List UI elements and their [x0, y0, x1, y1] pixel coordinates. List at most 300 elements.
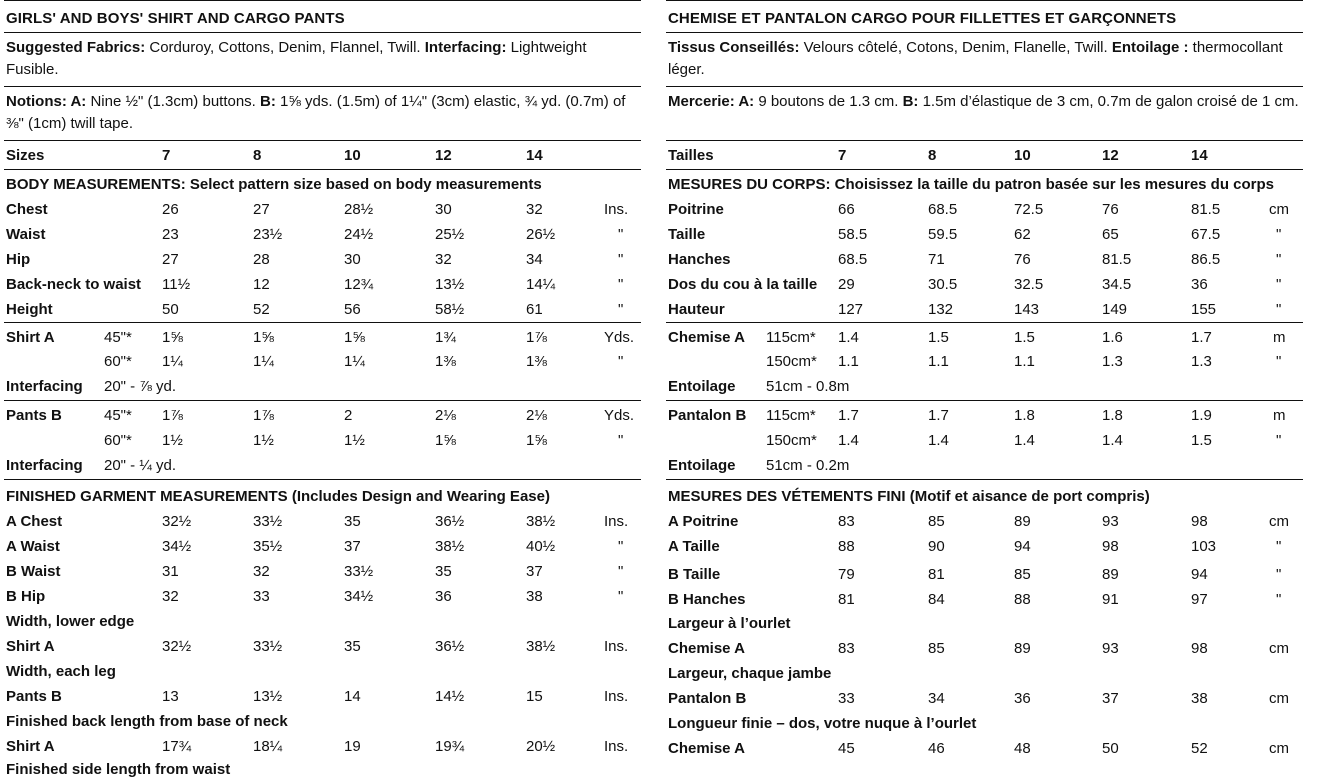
value-cell: 61	[526, 301, 543, 318]
value-cell: 1.4	[1014, 432, 1035, 449]
value-cell: 1⅝	[526, 432, 547, 449]
value-cell: 46	[928, 740, 945, 757]
value-cell: 1¼	[162, 353, 183, 370]
notions-block	[668, 91, 1301, 113]
value-cell: 33	[838, 690, 855, 707]
notions-a-text: 9 boutons de 1.3 cm.	[754, 93, 903, 110]
finished-measurements-heading: FINISHED GARMENT MEASUREMENTS (Includes Design and Wearing Ease)	[6, 488, 550, 505]
width-each-leg-heading: Largeur, chaque jambe	[668, 665, 832, 682]
row-label: A Taille	[668, 538, 720, 555]
table-row	[4, 634, 641, 659]
section-heading	[4, 172, 641, 197]
size-cell: 14	[526, 147, 543, 164]
value-cell: 27	[253, 201, 270, 218]
value-cell: 98	[1191, 513, 1208, 530]
value-cell: 93	[1102, 513, 1119, 530]
french-column	[666, 0, 1303, 768]
sizes-row	[666, 143, 1303, 168]
value-cell: 12	[253, 276, 270, 293]
value-cell: 1.4	[1102, 432, 1123, 449]
width-each-leg-heading: Width, each leg	[6, 663, 116, 680]
value-cell: 76	[1014, 251, 1031, 268]
value-cell: 36	[1014, 690, 1031, 707]
value-cell: 30	[435, 201, 452, 218]
value-cell: 89	[1014, 513, 1031, 530]
value-cell: 65	[1102, 226, 1119, 243]
value-cell: 62	[1014, 226, 1031, 243]
value-cell: 30.5	[928, 276, 958, 293]
value-cell: 50	[1102, 740, 1119, 757]
table-row	[4, 325, 641, 350]
notions-b-label: B:	[260, 93, 276, 110]
value-cell: 31	[162, 563, 179, 580]
unit-cell: "	[618, 588, 624, 605]
value-cell: 68.5	[838, 251, 868, 268]
unit-cell: "	[618, 301, 624, 318]
value-cell: 1½	[162, 432, 183, 449]
value-cell: 15	[526, 688, 543, 705]
value-cell: 58½	[435, 301, 465, 318]
row-label: Pants B	[6, 688, 62, 705]
value-cell: 20" - ¼ yd.	[104, 457, 177, 474]
table-row	[4, 222, 641, 247]
english-column	[4, 0, 641, 778]
table-row	[666, 453, 1303, 478]
body-measurements-heading: MESURES DU CORPS: Choisissez la taille du patron basée sur les mesures du corps	[668, 176, 1275, 193]
value-cell: 28	[253, 251, 270, 268]
unit-cell: cm	[1269, 640, 1289, 657]
value-cell: 37	[344, 538, 361, 555]
value-cell: 85	[928, 640, 945, 657]
value-cell: 14½	[435, 688, 465, 705]
value-cell: 13	[162, 688, 179, 705]
value-cell: 1.1	[928, 353, 949, 370]
table-row	[666, 428, 1303, 453]
unit-cell: "	[1276, 566, 1282, 583]
value-cell: 1⅞	[253, 407, 274, 424]
value-cell: 58.5	[838, 226, 868, 243]
value-cell: 155	[1191, 301, 1217, 318]
fabric-width-cell: 150cm*	[766, 432, 817, 449]
value-cell: 19	[344, 738, 361, 755]
value-cell: 1½	[253, 432, 274, 449]
width-lower-edge-heading: Width, lower edge	[6, 613, 135, 630]
table-row	[666, 272, 1303, 297]
size-cell: 8	[253, 147, 262, 164]
value-cell: 13½	[253, 688, 283, 705]
notions-b-text: 1.5m d’élastique de 3 cm, 0.7m de galon croisé de 1 cm.	[918, 93, 1299, 110]
fabrics-text: Corduroy, Cottons, Denim, Flannel, Twill.	[145, 39, 425, 56]
value-cell: 34.5	[1102, 276, 1132, 293]
top-rule	[4, 0, 641, 3]
table-row	[666, 247, 1303, 272]
value-cell: 67.5	[1191, 226, 1221, 243]
unit-cell: "	[618, 276, 624, 293]
value-cell: 71	[928, 251, 945, 268]
value-cell: 85	[928, 513, 945, 530]
value-cell: 33½	[344, 563, 374, 580]
value-cell: 38½	[435, 538, 465, 555]
table-row	[666, 562, 1303, 587]
value-cell: 37	[1102, 690, 1119, 707]
unit-cell: cm	[1269, 690, 1289, 707]
unit-cell: "	[1276, 538, 1282, 555]
value-cell: 20" - ⅞ yd.	[104, 378, 177, 395]
notions-label: Notions:	[6, 93, 67, 110]
value-cell: 27	[162, 251, 179, 268]
value-cell: 88	[838, 538, 855, 555]
value-cell: 1.4	[838, 432, 859, 449]
value-cell: 72.5	[1014, 201, 1044, 218]
value-cell: 1.7	[1191, 329, 1212, 346]
value-cell: 36½	[435, 513, 465, 530]
value-cell: 32½	[162, 638, 192, 655]
subheading-row	[666, 661, 1303, 686]
section-heading	[666, 172, 1303, 197]
value-cell: 2	[344, 407, 353, 424]
value-cell: 1.5	[1191, 432, 1212, 449]
row-label: Shirt A	[6, 738, 55, 755]
value-cell: 23	[162, 226, 179, 243]
table-row	[666, 222, 1303, 247]
divider	[4, 32, 641, 33]
value-cell: 76	[1102, 201, 1119, 218]
table-row	[666, 349, 1303, 374]
row-label: Back-neck to waist	[6, 276, 142, 293]
value-cell: 91	[1102, 591, 1119, 608]
value-cell: 33	[253, 588, 270, 605]
value-cell: 33½	[253, 638, 283, 655]
fabric-width-cell: 45"*	[104, 407, 132, 424]
value-cell: 12¾	[344, 276, 374, 293]
table-row	[4, 534, 641, 559]
title-row	[666, 6, 1303, 31]
value-cell: 52	[253, 301, 270, 318]
title-row	[4, 6, 641, 31]
row-label: B Hanches	[668, 591, 746, 608]
row-label: Entoilage	[668, 457, 736, 474]
value-cell: 81.5	[1102, 251, 1132, 268]
sizes-label: Sizes	[6, 147, 45, 164]
body-measurements-heading: BODY MEASUREMENTS: Select pattern size based on body measurements	[6, 176, 542, 193]
value-cell: 143	[1014, 301, 1040, 318]
divider	[4, 400, 641, 401]
value-cell: 83	[838, 513, 855, 530]
table-row	[4, 349, 641, 374]
notions-a-label: A:	[734, 93, 755, 110]
unit-cell: m	[1273, 407, 1286, 424]
value-cell: 1¾	[435, 329, 456, 346]
unit-cell: "	[1276, 276, 1282, 293]
unit-cell: "	[1276, 591, 1282, 608]
size-cell: 7	[838, 147, 847, 164]
value-cell: 90	[928, 538, 945, 555]
notions-a-text: Nine ½" (1.3cm) buttons.	[86, 93, 261, 110]
table-row	[4, 247, 641, 272]
size-cell: 7	[162, 147, 171, 164]
page-title: GIRLS' AND BOYS' SHIRT AND CARGO PANTS	[6, 10, 345, 27]
back-length-heading: Finished back length from base of neck	[6, 713, 288, 730]
value-cell: 103	[1191, 538, 1217, 555]
subheading-row	[666, 611, 1303, 636]
value-cell: 98	[1102, 538, 1119, 555]
subheading-row	[666, 711, 1303, 736]
table-row	[4, 197, 641, 222]
value-cell: 94	[1014, 538, 1031, 555]
table-row	[666, 587, 1303, 612]
value-cell: 1.7	[928, 407, 949, 424]
value-cell: 35½	[253, 538, 283, 555]
fabric-width-cell: 115cm*	[766, 407, 816, 424]
value-cell: 17¾	[162, 738, 192, 755]
value-cell: 1.1	[838, 353, 859, 370]
unit-cell: Yds.	[604, 407, 635, 424]
value-cell: 1⅝	[253, 329, 274, 346]
value-cell: 83	[838, 640, 855, 657]
value-cell: 1⅞	[526, 329, 547, 346]
size-cell: 10	[1014, 147, 1031, 164]
table-row	[666, 197, 1303, 222]
subheading-row	[4, 609, 641, 634]
value-cell: 89	[1014, 640, 1031, 657]
table-row	[666, 736, 1303, 761]
unit-cell: "	[1276, 432, 1282, 449]
value-cell: 35	[344, 638, 361, 655]
row-label: Poitrine	[668, 201, 724, 218]
value-cell: 1¼	[344, 353, 365, 370]
subheading-row	[4, 709, 641, 734]
value-cell: 24½	[344, 226, 374, 243]
table-row	[4, 509, 641, 534]
value-cell: 34½	[162, 538, 192, 555]
divider	[4, 140, 641, 141]
value-cell: 32	[526, 201, 543, 218]
value-cell: 94	[1191, 566, 1208, 583]
unit-cell: cm	[1269, 201, 1289, 218]
row-label: B Hip	[6, 588, 46, 605]
unit-cell: "	[1276, 226, 1282, 243]
fabric-width-cell: 60"*	[104, 432, 132, 449]
row-label: B Waist	[6, 563, 61, 580]
value-cell: 59.5	[928, 226, 958, 243]
divider	[666, 479, 1303, 480]
unit-cell: cm	[1269, 740, 1289, 757]
table-row	[666, 297, 1303, 322]
value-cell: 36	[435, 588, 452, 605]
value-cell: 34	[928, 690, 945, 707]
row-label: Pants B	[6, 407, 62, 424]
value-cell: 28½	[344, 201, 374, 218]
value-cell: 34	[526, 251, 543, 268]
value-cell: 149	[1102, 301, 1128, 318]
value-cell: 1⅜	[435, 353, 456, 370]
value-cell: 1.5	[928, 329, 949, 346]
row-label: Interfacing	[6, 378, 83, 395]
value-cell: 35	[344, 513, 361, 530]
section-heading	[4, 484, 641, 509]
divider	[666, 400, 1303, 401]
value-cell: 32	[253, 563, 270, 580]
value-cell: 1.8	[1014, 407, 1035, 424]
row-label: Height	[6, 301, 53, 318]
unit-cell: "	[1276, 251, 1282, 268]
value-cell: 68.5	[928, 201, 958, 218]
size-cell: 12	[435, 147, 452, 164]
value-cell: 88	[1014, 591, 1031, 608]
fabric-width-cell: 150cm*	[766, 353, 817, 370]
value-cell: 11½	[162, 276, 191, 293]
value-cell: 19¾	[435, 738, 465, 755]
table-row	[4, 374, 641, 399]
value-cell: 23½	[253, 226, 283, 243]
unit-cell: cm	[1269, 513, 1289, 530]
unit-cell: Ins.	[604, 688, 629, 705]
size-cell: 14	[1191, 147, 1208, 164]
size-cell: 8	[928, 147, 937, 164]
value-cell: 1.4	[928, 432, 949, 449]
value-cell: 26	[162, 201, 179, 218]
value-cell: 25½	[435, 226, 465, 243]
sizes-label: Tailles	[668, 147, 714, 164]
value-cell: 1.4	[838, 329, 859, 346]
unit-cell: Ins.	[604, 638, 629, 655]
unit-cell: m	[1273, 329, 1286, 346]
value-cell: 89	[1102, 566, 1119, 583]
row-label: Hauteur	[668, 301, 725, 318]
value-cell: 1.6	[1102, 329, 1123, 346]
row-label: Chemise A	[668, 640, 745, 657]
width-lower-edge-heading: Largeur à l’ourlet	[668, 615, 791, 632]
value-cell: 1⅝	[435, 432, 456, 449]
value-cell: 81	[838, 591, 855, 608]
size-cell: 12	[1102, 147, 1119, 164]
row-label: Chest	[6, 201, 48, 218]
fabric-width-cell: 45"*	[104, 329, 132, 346]
unit-cell: "	[1276, 353, 1282, 370]
value-cell: 66	[838, 201, 855, 218]
back-length-heading: Longueur finie – dos, votre nuque à l’ourlet	[668, 715, 977, 732]
row-label: A Waist	[6, 538, 60, 555]
value-cell: 1.9	[1191, 407, 1212, 424]
value-cell: 50	[162, 301, 179, 318]
row-label: Waist	[6, 226, 46, 243]
divider	[666, 140, 1303, 141]
value-cell: 40½	[526, 538, 556, 555]
notions-b-text: 1⅝ yds. (1.5m) of 1¼" (3cm) elastic, ¾ yd. (0.7m) of ⅜" (1cm) twill tape.	[6, 93, 626, 132]
row-label: Hanches	[668, 251, 731, 268]
divider	[4, 169, 641, 170]
unit-cell: "	[1276, 301, 1282, 318]
divider	[666, 86, 1303, 87]
row-label: Taille	[668, 226, 706, 243]
value-cell: 1¼	[253, 353, 274, 370]
table-row	[666, 325, 1303, 350]
value-cell: 32½	[162, 513, 192, 530]
row-label: Interfacing	[6, 457, 83, 474]
unit-cell: "	[618, 251, 624, 268]
value-cell: 93	[1102, 640, 1119, 657]
row-label: Pantalon B	[668, 407, 747, 424]
row-label: A Poitrine	[668, 513, 739, 530]
divider	[4, 86, 641, 87]
value-cell: 1⅝	[344, 329, 365, 346]
divider	[4, 479, 641, 480]
unit-cell: "	[618, 538, 624, 555]
value-cell: 85	[1014, 566, 1031, 583]
value-cell: 32	[162, 588, 179, 605]
value-cell: 84	[928, 591, 945, 608]
value-cell: 38	[526, 588, 543, 605]
value-cell: 14	[344, 688, 361, 705]
value-cell: 33½	[253, 513, 283, 530]
interfacing-text: Lightweight Fusible.	[6, 39, 587, 78]
value-cell: 30	[344, 251, 361, 268]
fabrics-text: Velours côtelé, Cotons, Denim, Flanelle, Twill.	[799, 39, 1112, 56]
value-cell: 1.8	[1102, 407, 1123, 424]
page-title: CHEMISE ET PANTALON CARGO POUR FILLETTES ET GARÇONNETS	[668, 10, 1177, 27]
row-label: Chemise A	[668, 329, 745, 346]
notions-label: Mercerie:	[668, 93, 735, 110]
row-label: Shirt A	[6, 329, 55, 346]
value-cell: 20½	[526, 738, 556, 755]
divider	[666, 169, 1303, 170]
interfacing-label: Interfacing:	[424, 39, 507, 56]
value-cell: 81.5	[1191, 201, 1221, 218]
value-cell: 48	[1014, 740, 1031, 757]
value-cell: 132	[928, 301, 954, 318]
fabrics-block	[668, 37, 1301, 81]
value-cell: 1.1	[1014, 353, 1035, 370]
finished-measurements-heading: MESURES DES VÉTEMENTS FINI (Motif et aisance de port compris)	[668, 488, 1150, 505]
table-row	[666, 686, 1303, 711]
row-label: Hip	[6, 251, 31, 268]
subheading-row	[4, 757, 641, 782]
value-cell: 1.3	[1102, 353, 1123, 370]
table-row	[666, 509, 1303, 534]
notions-a-label: A:	[66, 93, 87, 110]
unit-cell: "	[618, 432, 624, 449]
notions-b-label: B:	[902, 93, 919, 110]
value-cell: 1⅜	[526, 353, 547, 370]
value-cell: 32	[435, 251, 452, 268]
value-cell: 86.5	[1191, 251, 1221, 268]
table-row	[4, 428, 641, 453]
table-row	[4, 584, 641, 609]
table-row	[4, 297, 641, 322]
side-length-heading: Finished side length from waist	[6, 761, 231, 778]
value-cell: 36½	[435, 638, 465, 655]
divider	[666, 322, 1303, 323]
row-label: Entoilage	[668, 378, 736, 395]
row-label: Dos du cou à la taille	[668, 276, 818, 293]
value-cell: 37	[526, 563, 543, 580]
value-cell: 18¼	[253, 738, 283, 755]
sizes-row	[4, 143, 641, 168]
table-row	[666, 403, 1303, 428]
value-cell: 32.5	[1014, 276, 1044, 293]
table-row	[4, 684, 641, 709]
value-cell: 38½	[526, 638, 556, 655]
value-cell: 56	[344, 301, 361, 318]
divider	[666, 32, 1303, 33]
value-cell: 34½	[344, 588, 374, 605]
value-cell: 1.3	[1191, 353, 1212, 370]
value-cell: 1½	[344, 432, 365, 449]
table-row	[4, 403, 641, 428]
row-label: Shirt A	[6, 638, 55, 655]
value-cell: 29	[838, 276, 855, 293]
value-cell: 127	[838, 301, 864, 318]
